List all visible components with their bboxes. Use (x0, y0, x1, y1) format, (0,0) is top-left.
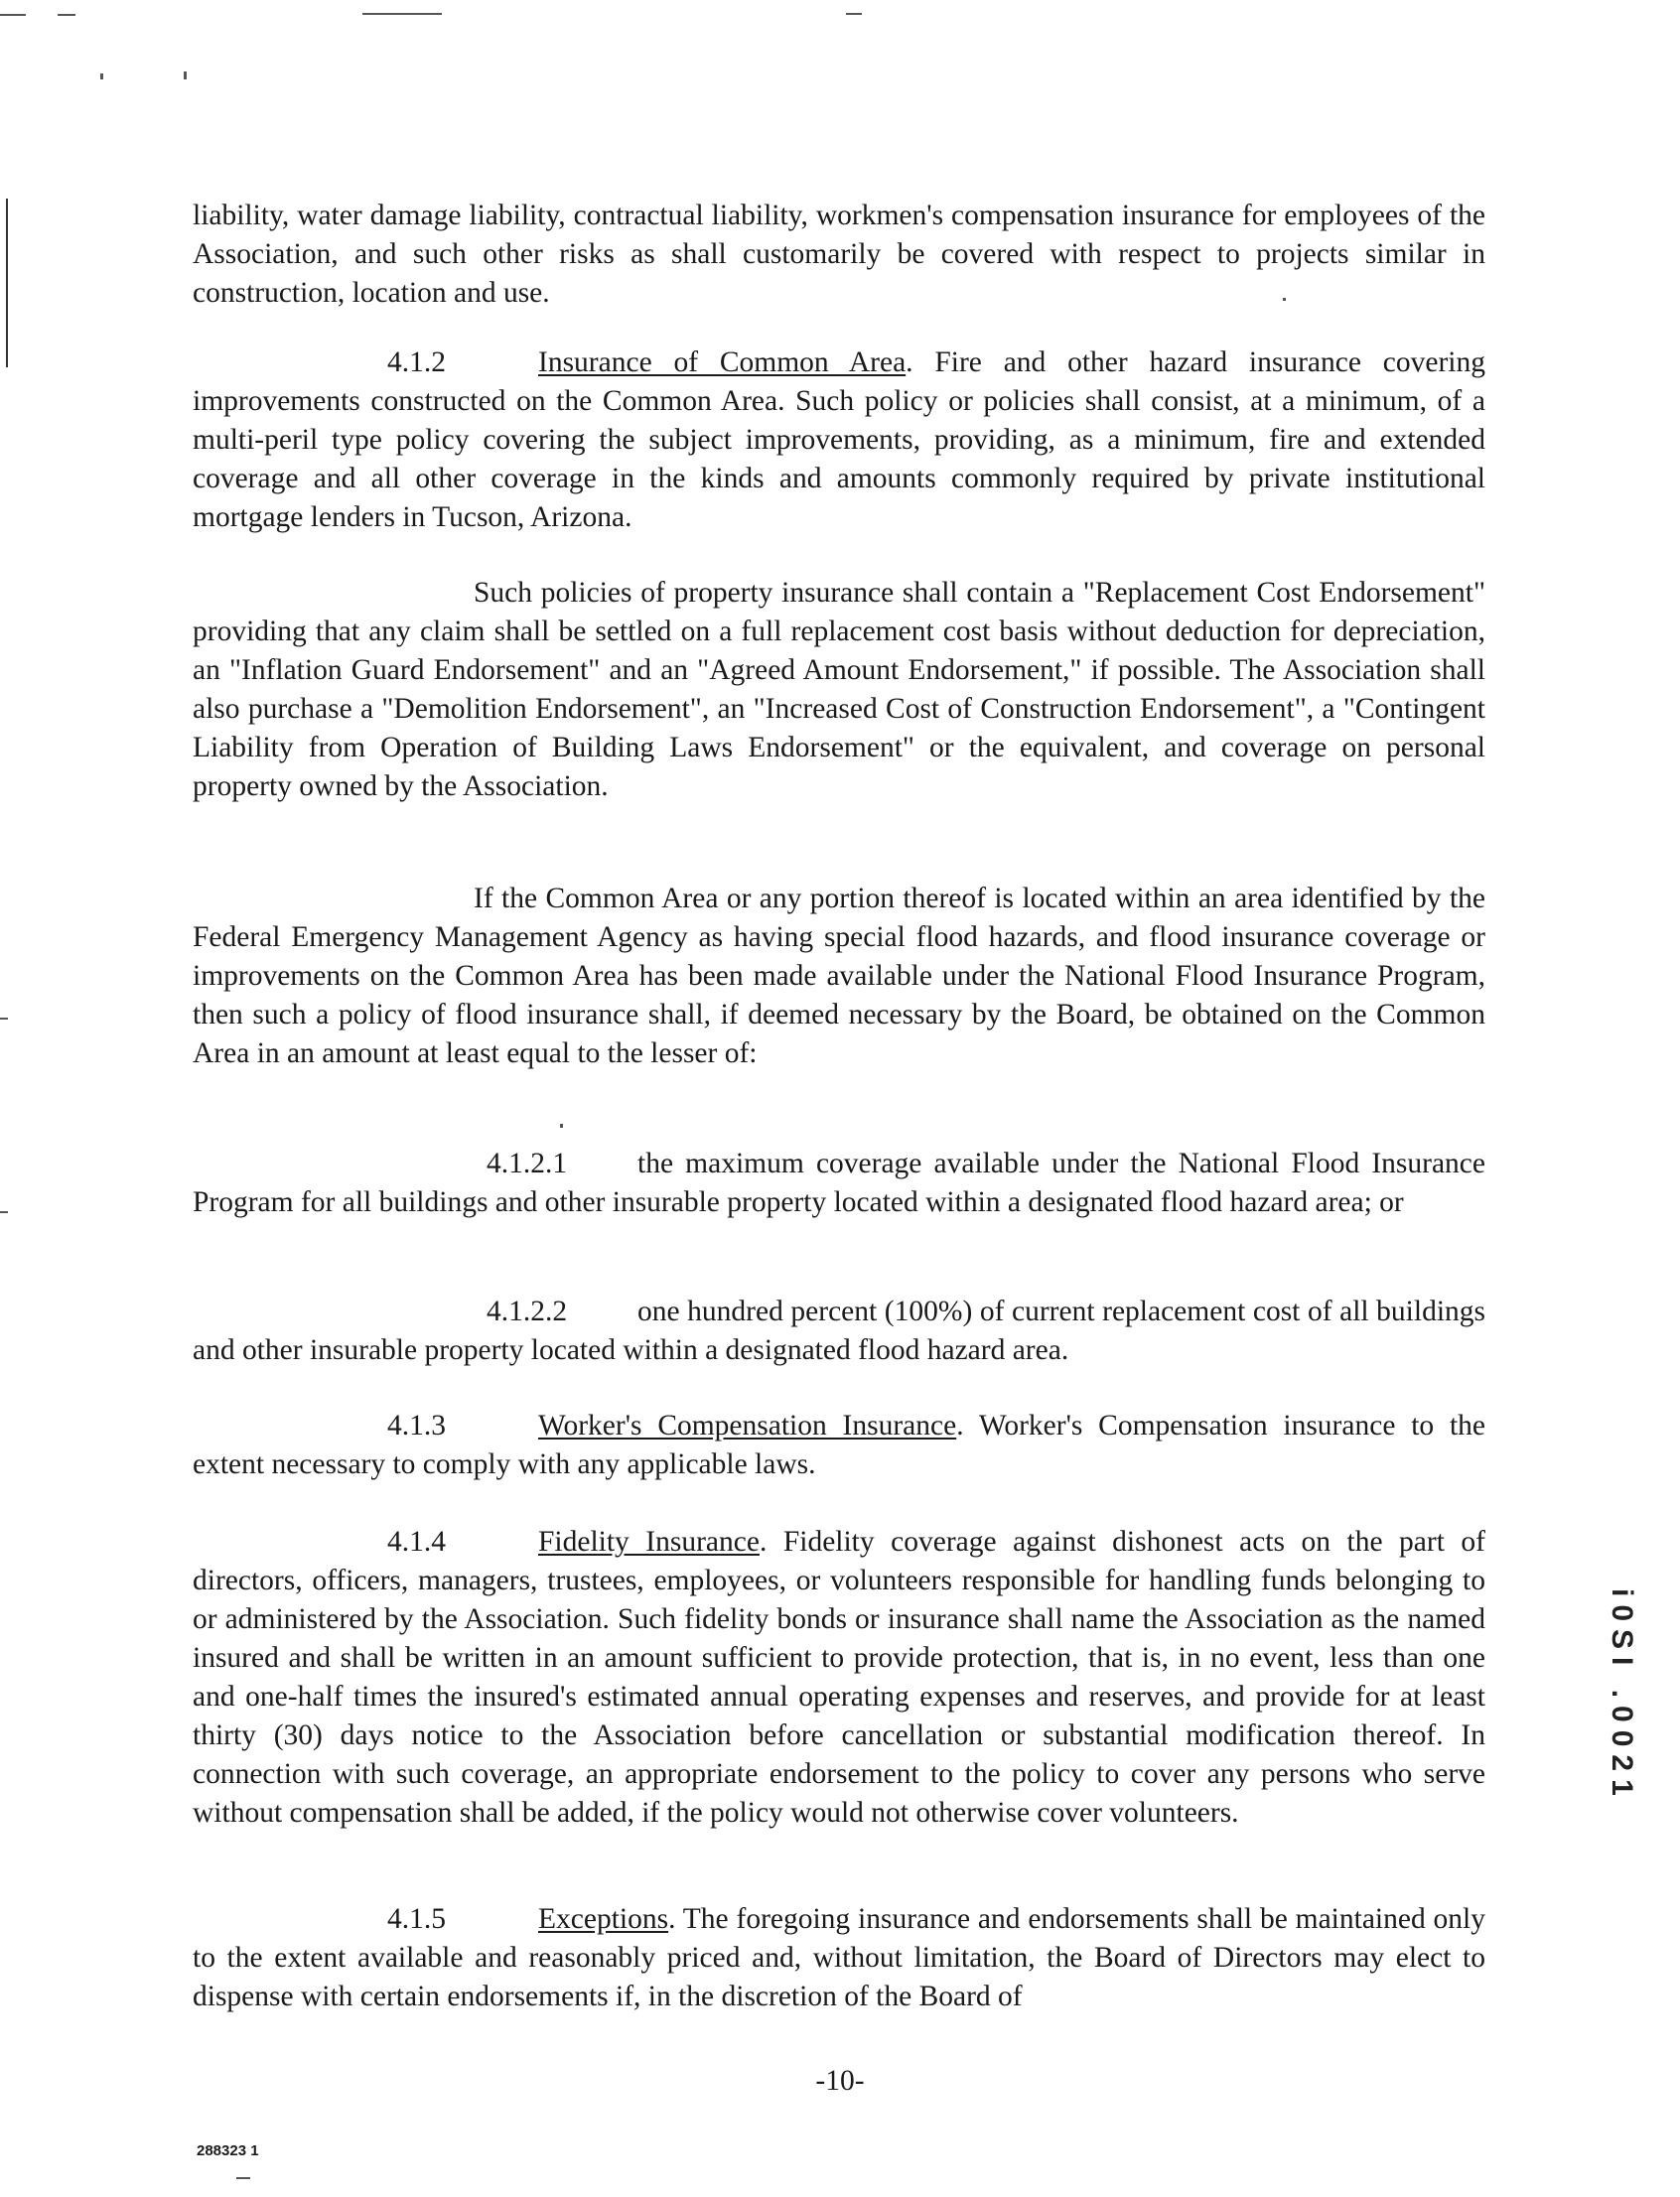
section-4-1-5 (193, 1900, 1485, 2016)
scan-mark (560, 1124, 563, 1128)
scan-mark (58, 14, 75, 16)
section-4-1-2 (193, 343, 1485, 537)
section-number: 4.1.5 (387, 1903, 446, 1935)
scan-mark (0, 1018, 8, 1020)
paragraph-property-insurance (193, 574, 1485, 806)
stamp-text: i0SI .0021 (1606, 1588, 1638, 1804)
section-4-1-4 (193, 1523, 1485, 1833)
scan-mark (0, 1211, 8, 1213)
section-text: the maximum coverage available under the National Flood Insurance Program for all buildings and other insurable property located within a designated flood hazard area; or (193, 1148, 1485, 1218)
paragraph-text: liability, water damage liability, contractual liability, workmen's compensation insurance for employees of the Association, and such other risks as shall customarily be covered with respect to projects similar in construction, location and use. (193, 200, 1485, 309)
section-number: 4.1.4 (387, 1526, 446, 1558)
scan-mark (0, 14, 26, 16)
scan-mark (846, 13, 862, 15)
section-heading: Worker's Compensation Insurance (538, 1410, 957, 1442)
section-heading: Fidelity Insurance (538, 1526, 760, 1558)
section-heading: Insurance of Common Area (538, 346, 907, 378)
scan-mark (362, 13, 442, 15)
section-text: . The foregoing insurance and endorsements shall be maintained only to the extent available and reasonably priced and, without limitation, the Board of Directors may elect to dispense with certain endorsements if, in the discretion of the Board of (193, 1903, 1485, 2012)
section-text: . Fire and other hazard insurance covering improvements constructed on the Common Area. Such policy or policies shall consist, at a minimum, of a multi-peril type policy covering the subject improvements, providing, as a minimum, fire and extended coverage and all other coverage in the kinds and amounts commonly required by private institutional mortgage lenders in Tucson, Arizona. (193, 346, 1485, 533)
paragraph-flood (193, 880, 1485, 1073)
scan-mark (100, 73, 103, 79)
document-code: 288323 1 (197, 2142, 259, 2159)
paragraph-text: Such policies of property insurance shall contain a "Replacement Cost Endorsement" providing that any claim shall be settled on a full replacement cost basis without deduction for depreciation, an "Inflation Guard Endorsement" and an "Agreed Amount Endorsement," if possible. The Association shall also purchase a "Demolition Endorsement", an "Increased Cost of Construction Endorsement", a "Contingent Liability from Operation of Building Laws Endorsement" or the equivalent, and coverage on personal property owned by the Association. (193, 577, 1485, 802)
section-text: . Fidelity coverage against dishonest acts on the part of directors, officers, managers, trustees, employees, or volunteers responsible for handling funds belonging to or administered by the Association. Such fidelity bonds or insurance shall name the Association as the named insured and shall be written in an amount sufficient to provide protection, that is, in no event, less than one and one-half times the insured's estimated annual operating expenses and reserves, and provide for at least thirty (30) days notice to the Association before cancellation or substantial modification thereof. In connection with such coverage, an appropriate endorsement to the policy to cover any persons who serve without compensation shall be added, if the policy would not otherwise cover volunteers. (193, 1526, 1485, 1829)
section-text: one hundred percent (100%) of current replacement cost of all buildings and other insurable property located within a designated flood hazard area. (193, 1296, 1485, 1366)
scan-mark (184, 71, 187, 79)
section-number: 4.1.3 (387, 1410, 446, 1442)
section-number: 4.1.2.2 (487, 1296, 568, 1327)
paragraph-text: If the Common Area or any portion thereof is located within an area identified by the Federal Emergency Management Agency as having special flood hazards, and flood insurance coverage or improvements on the Common Area has been made available under the National Flood Insurance Program, then such a policy of flood insurance shall, if deemed necessary by the Board, be obtained on the Common Area in an amount at least equal to the lesser of: (193, 883, 1485, 1069)
page-number: -10- (815, 2065, 865, 2097)
section-number: 4.1.2 (387, 346, 446, 378)
paragraph-continuation (193, 197, 1485, 313)
section-4-1-2-2 (193, 1293, 1485, 1370)
section-number: 4.1.2.1 (487, 1148, 568, 1179)
scan-mark (236, 2177, 250, 2179)
section-4-1-2-1 (193, 1145, 1485, 1222)
section-heading: Exceptions (538, 1903, 669, 1935)
recording-stamp (1606, 1588, 1648, 1916)
margin-bar (6, 199, 8, 367)
section-4-1-3 (193, 1407, 1485, 1484)
section-text: . Worker's Compensation insurance to the extent necessary to comply with any applicable laws. (193, 1410, 1485, 1480)
